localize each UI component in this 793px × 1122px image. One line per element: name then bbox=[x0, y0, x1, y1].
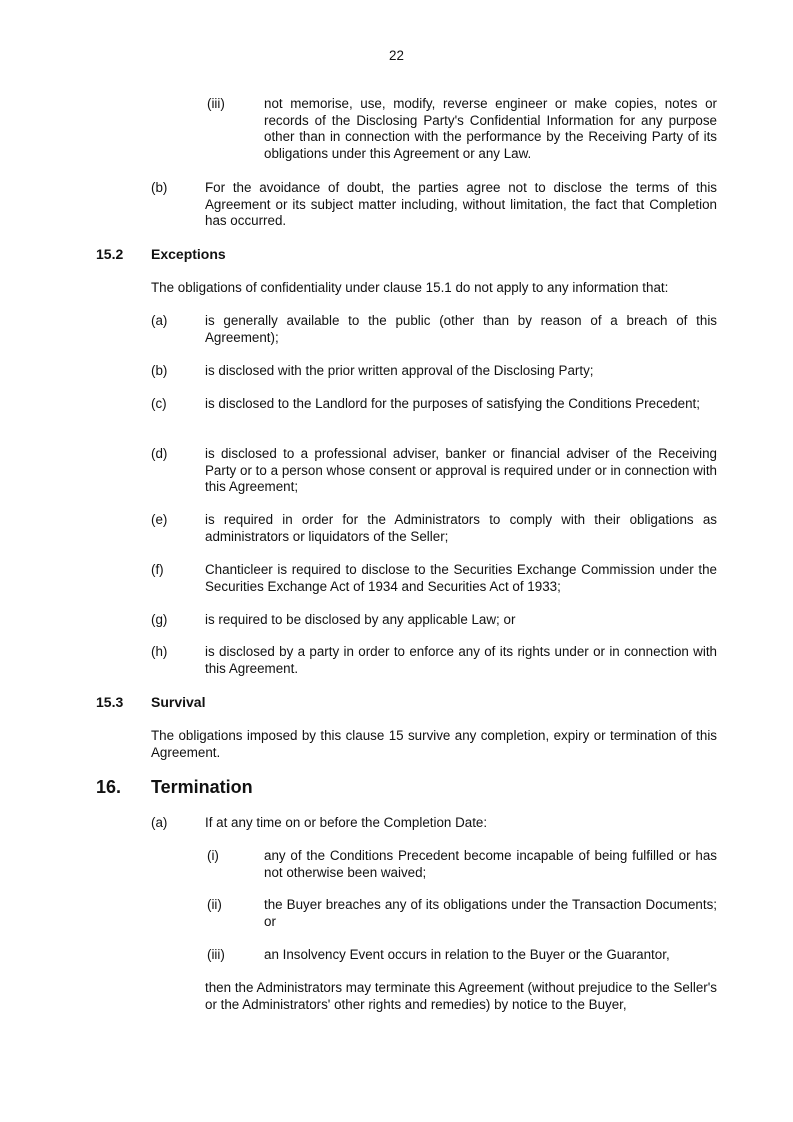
item-label: (d) bbox=[151, 446, 168, 461]
item-text: is disclosed by a party in order to enforce any of its rights under or in connection with this Agreement. bbox=[205, 644, 717, 676]
section-title: Termination bbox=[151, 777, 253, 797]
subitem-label: (i) bbox=[207, 848, 219, 863]
item-text: is disclosed to a professional adviser, banker or financial adviser of the Receiving Party or to a person whose consent or approval is required under or in connection with this Agreement; bbox=[205, 446, 717, 495]
item-label: (b) bbox=[151, 180, 168, 195]
item-text: is required in order for the Administrators to comply with their obligations as administrators or liquidators of the Seller; bbox=[205, 512, 717, 544]
item-label: (c) bbox=[151, 396, 167, 411]
section-number: 15.2 bbox=[96, 246, 124, 262]
subitem-text: any of the Conditions Precedent become incapable of being fulfilled or has not otherwise been waived; bbox=[264, 848, 717, 880]
item-text: is required to be disclosed by any applicable Law; or bbox=[205, 612, 516, 627]
section-number: 16. bbox=[96, 777, 122, 797]
item-text: For the avoidance of doubt, the parties agree not to disclose the terms of this Agreement or its subject matter including, without limitation, the fact that Completion has occurred. bbox=[205, 180, 717, 229]
item-label: (e) bbox=[151, 512, 168, 527]
page-number: 22 bbox=[389, 48, 404, 63]
section-intro: The obligations of confidentiality under clause 15.1 do not apply to any information that: bbox=[151, 280, 669, 295]
item-text: If at any time on or before the Completion Date: bbox=[205, 815, 488, 830]
item-label: (iii) bbox=[207, 96, 225, 111]
subitem-text: an Insolvency Event occurs in relation to the Buyer or the Guarantor, bbox=[264, 947, 670, 962]
item-text: Chanticleer is required to disclose to the Securities Exchange Commission under the Securities Exchange Act of 1934 and Securities Act of 1933; bbox=[205, 562, 717, 594]
item-text: is disclosed with the prior written approval of the Disclosing Party; bbox=[205, 363, 594, 378]
section-number: 15.3 bbox=[96, 694, 124, 710]
item-label: (b) bbox=[151, 363, 168, 378]
subitem-text: the Buyer breaches any of its obligations under the Transaction Documents; or bbox=[264, 897, 717, 929]
item-label: (g) bbox=[151, 612, 168, 627]
section-title: Survival bbox=[151, 694, 206, 710]
item-label: (a) bbox=[151, 313, 168, 328]
item-label: (a) bbox=[151, 815, 168, 830]
subitem-label: (ii) bbox=[207, 897, 222, 912]
item-text: is disclosed to the Landlord for the purposes of satisfying the Conditions Precedent; bbox=[205, 396, 701, 411]
closing-text: then the Administrators may terminate this Agreement (without prejudice to the Seller's or the Administrators' other rights and remedies) by notice to the Buyer, bbox=[205, 980, 717, 1012]
item-label: (f) bbox=[151, 562, 164, 577]
section-text: The obligations imposed by this clause 15 survive any completion, expiry or termination of this Agreement. bbox=[151, 728, 717, 760]
item-label: (h) bbox=[151, 644, 168, 659]
section-title: Exceptions bbox=[151, 246, 226, 262]
subitem-label: (iii) bbox=[207, 947, 225, 962]
item-text: is generally available to the public (other than by reason of a breach of this Agreement); bbox=[205, 313, 717, 345]
item-text: not memorise, use, modify, reverse engineer or make copies, notes or records of the Disclosing Party's Confidential Information for any purpose other than in connection with the performance by the Receiving Party of its obligations under this Agreement or any Law. bbox=[264, 96, 717, 162]
